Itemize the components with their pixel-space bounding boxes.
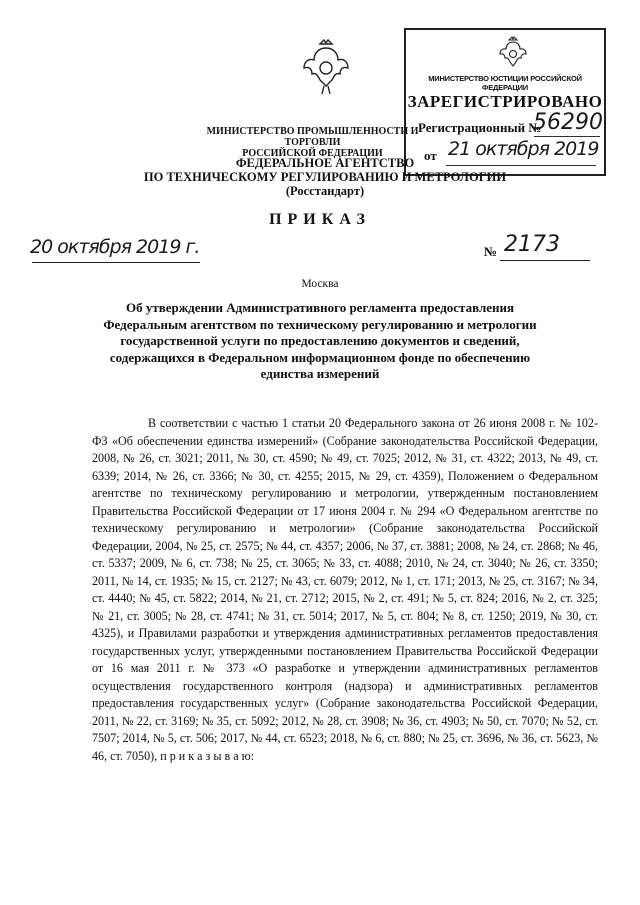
- ministry-line-1: МИНИСТЕРСТВО ПРОМЫШЛЕННОСТИ И ТОРГОВЛИ: [206, 126, 419, 148]
- stamp-registration-number: 56290: [533, 110, 603, 135]
- order-body: [92, 415, 598, 765]
- stamp-registration-label: Регистрационный №: [418, 120, 542, 135]
- ministry-header: [195, 126, 430, 159]
- order-number-underline: [500, 260, 590, 261]
- order-title: ПРИКАЗ: [269, 211, 371, 228]
- stamp-ministry-name: МИНИСТЕРСТВО ЮСТИЦИИ РОССИЙСКОЙ ФЕДЕРАЦИИ: [428, 74, 582, 92]
- agency-header: [140, 156, 510, 198]
- agency-line-3: (Росстандарт): [285, 184, 365, 198]
- order-subject: Об утверждении Административного регламента предоставления Федеральным агентством по техническому регулированию и метрологии государственной услуги по предоставлению документов и сведений, содержащихся в Федеральном информационном фонде по обеспечению единства измерений: [103, 300, 537, 382]
- order-number-label: №: [484, 244, 498, 259]
- agency-line-2: ПО ТЕХНИЧЕСКОМУ РЕГУЛИРОВАНИЮ И МЕТРОЛОГИИ: [143, 170, 507, 184]
- coat-of-arms-icon: [300, 38, 352, 96]
- order-date-underline: [32, 262, 200, 263]
- ministry-line-2: РОССИЙСКОЙ ФЕДЕРАЦИИ: [242, 148, 383, 159]
- order-date-handwritten: 20 октября 2019 г.: [30, 236, 200, 258]
- stamp-emblem-icon: [498, 36, 528, 70]
- order-body-text: В соответствии с частью 1 статьи 20 Федерального закона от 26 июня 2008 г. № 102-ФЗ «Об обеспечении единства измерений» (Собрание законодательства Российской Федерации, 2008, № 26, ст. 3021; 2011, № 30, ст. 4590; № 49, ст. 7025; 2012, № 31, ст. 4322; 2013, № 49, ст. 6339; 2014, № 26, ст. 3366; № 30, ст. 4255; 2015, № 29, ст. 4359), Положением о Федеральном агентстве по техническому регулированию и метрологии, утвержденным постановлением Правительства Российской Федерации от 17 июня 2004 г. № 294 «О Федеральном агентстве по техническому регулированию и метрологии» (Собрание законодательства Российской Федерации, 2004, № 25, ст. 2575; № 44, ст. 4357; 2006, № 37, ст. 3881; 2008, № 24, ст. 2868; № 46, ст. 5337; 2009, № 6, ст. 738; № 25, ст. 3065; № 33, ст. 4088; 2010, № 24, ст. 3040; № 26, ст. 3350; 2011, № 14, ст. 1935; № 15, ст. 2127; № 43, ст. 6079; 2012, № 1, ст. 171; 2013, № 25, ст. 3167; № 34, ст. 4440; № 45, ст. 5822; 2014, № 21, ст. 2712; 2015, № 2, ст. 491; № 5, ст. 824; 2016, № 2, ст. 325; № 21, ст. 3005; № 28, ст. 4741; № 31, ст. 5014; 2017, № 5, ст. 804; № 8, ст. 1250; 2019, № 30, ст. 4325), и Правилами разработки и утверждения административных регламентов предоставления государственных услуг, утвержденными постановлением Правительства Российской Федерации от 16 мая 2011 г. № 373 «О разработке и утверждении административных регламентов осуществления государственного контроля (надзора) и административных регламентов предоставления государственных услуг» (Собрание законодательства Российской Федерации, 2011, № 22, ст. 3169; № 35, ст. 5092; 2012, № 28, ст. 3908; № 36, ст. 4903; № 50, ст. 7070; № 52, ст. 7507; 2014, № 5, ст. 506; 2017, № 44, ст. 6523; 2018, № 6, ст. 880; № 25, ст. 3696, № 36, ст. 5623, № 46, ст. 7050), п р и к а з ы в а ю:: [92, 416, 598, 763]
- stamp-registered-label: ЗАРЕГИСТРИРОВАНО: [407, 92, 603, 111]
- registration-stamp: [404, 28, 606, 176]
- order-number-handwritten: 2173: [504, 232, 560, 257]
- stamp-date-prefix: от: [424, 148, 437, 163]
- order-city: Москва: [301, 278, 339, 290]
- agency-line-1: ФЕДЕРАЛЬНОЕ АГЕНТСТВО: [235, 156, 415, 170]
- stamp-number-underline: [534, 136, 600, 137]
- stamp-date-handwritten: 21 октября 2019: [448, 138, 599, 160]
